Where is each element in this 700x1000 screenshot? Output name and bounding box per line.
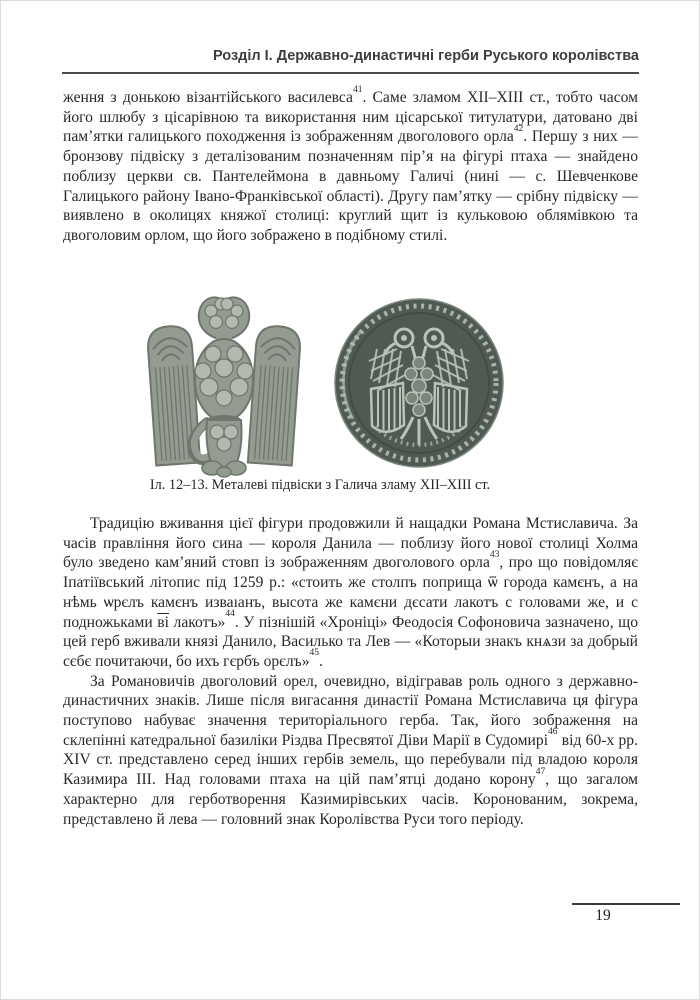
footnote-ref: 42 <box>513 123 524 134</box>
footnote-ref: 47 <box>535 766 546 777</box>
footnote-ref: 43 <box>489 549 500 560</box>
paragraph: За Романовичів двоголовий орел, очевидно, відігравав роль одного з державно-династичних знаків. Лише після вигасання династії Романа Мстиславича ця фігура поступово набуває значення територіального герба. Так, його зображення на склепінні катедральної базиліки Різдва Пресвятої Діви Марії в Судомирі$^{46}$ від 60-х рр. XIV ст. представлено серед інших гербів земель, що перебували під владою короля Казимира III. Над головами птаха на цій пам’ятці додано корону$^{47}$, що загалом характерно для герботворення Казимирівських часів. Коронованим, зокрема, представлено й лева — головний знак Королівства Руси того періоду. <box>63 672 639 828</box>
text-block-bottom <box>63 514 638 829</box>
paragraph: ження з донькою візантійського василевса$^{41}$. Саме зламом XII–XIII ст., тобто часом його шлюбу з цісарівною та використання ним цісарської титулатури, датовано дві пам’ятки галицького походження із зображенням двоголового орла$^{42}$. Першу з них — бронзову підвіску з деталізованим позначенням пір’я на фігурі птаха — знайдено поблизу церкви св. Пантелеймона в давньому Галичі (нині — с. Шевченкове Галицького району Івано-Франківської області). Другу пам’ятку — срібну підвіску — виявлено в околицях княжої столиці: круглий щит із кульковою облямівкою та двоголовим орлом, що його зображено в подібному стилі. <box>63 84 638 244</box>
footnote-ref: 41 <box>352 84 363 95</box>
bronze-eagle-pendant-image <box>141 286 307 478</box>
page-number: 19 <box>595 907 611 924</box>
running-header: Розділ І. Державно-династичні герби Руського королівства <box>212 48 639 64</box>
figure-bronze-pendant <box>141 286 307 478</box>
header-rule <box>62 72 639 74</box>
titlo-number: ві <box>157 613 169 631</box>
footer-rule <box>572 903 680 905</box>
eagle-body <box>195 339 253 421</box>
figure-caption: Іл. 12–13. Металеві підвіски з Галича зламу XII–XIII ст. <box>149 477 491 493</box>
figure-row <box>0 286 700 482</box>
paragraph: Традицію вживання цієї фігури продовжили й нащадки Романа Мстиславича. За часів правління його сина — короля Данила — поблизу його нової столиці Холма було зведено кам’яний стовп із зображенням двоголового орла$^{43}$, про що повідомляє Іпатіївський літопис під 1259 р.: «стоить же столпъ поприща ѿ города камєнъ, а на нѣмь ѡрєлъ камєнъ изваıанъ, высота же камєни дєсати лакотъ с головами же, и с подножьками ві лакотъ»$^{44}$. У пізнішій «Хроніці» Феодосія Софоновича зазначено, що цей герб вживали князі Данило, Василько та Лев — «Которыи знакъ кнѧзи за добрый сєбє почитаючи, бо ихъ гєрбъ орєлъ»$^{45}$. <box>63 515 638 670</box>
eagle-right-wing <box>248 325 302 466</box>
figure-silver-pendant <box>333 297 505 469</box>
footnote-ref: 45 <box>309 648 319 659</box>
silver-disc-pendant-image <box>333 297 505 469</box>
footnote-ref: 44 <box>225 609 235 620</box>
footnote-ref: 46 <box>548 727 558 738</box>
eagle-tail <box>202 420 246 477</box>
text-block-top <box>63 84 638 246</box>
